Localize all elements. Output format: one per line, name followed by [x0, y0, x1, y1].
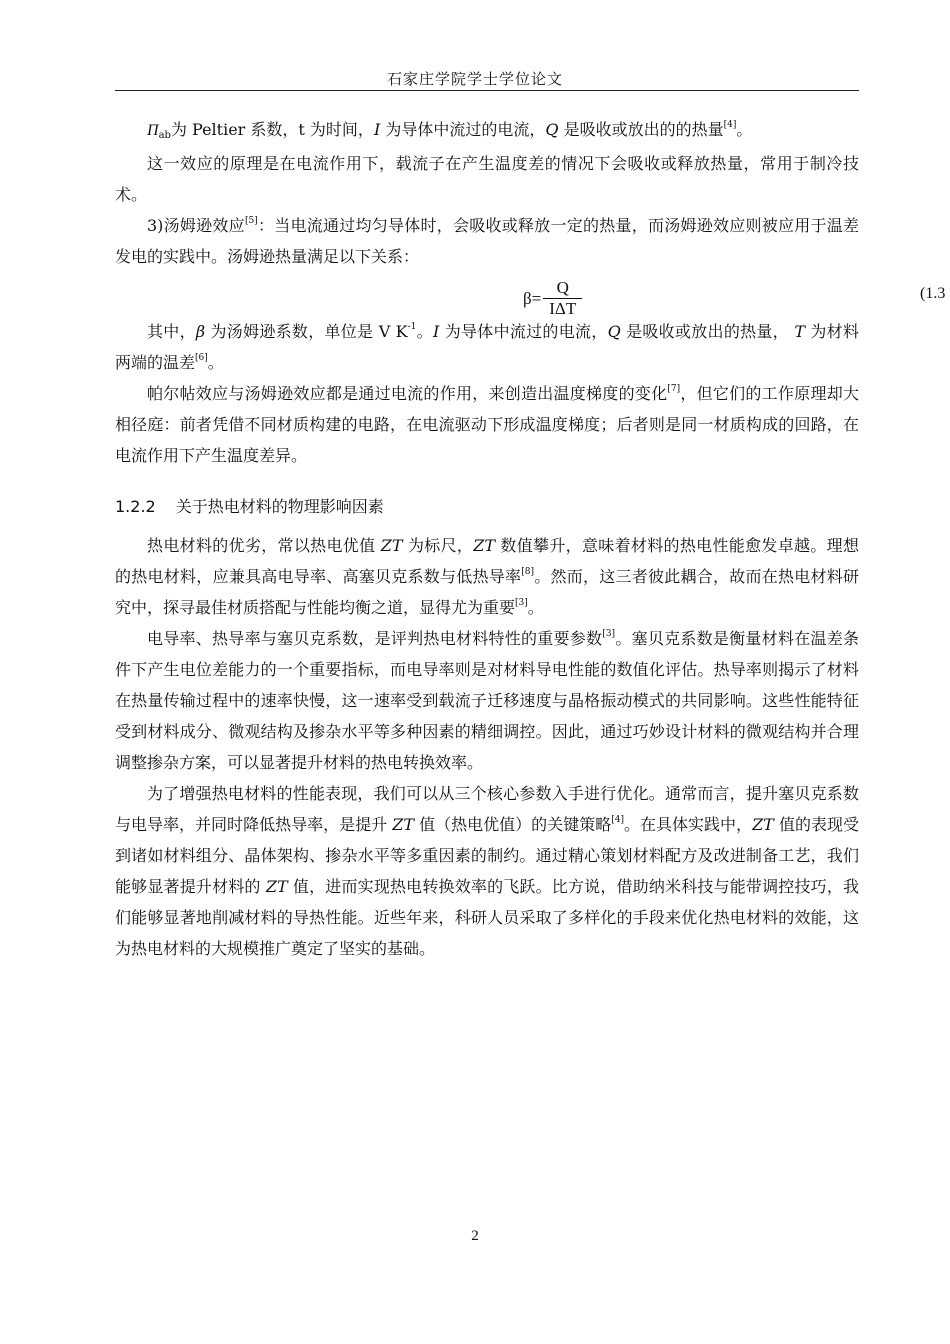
text-run: 值（热电优值）的关键策略	[414, 815, 612, 834]
text-run: 值，进而实现热电转换效率的飞跃。比方说，借助纳米科技与能带调控技巧，我们能够显著地削减材料的导热性能。近些年来，科研人员采取了多样化的手段来优化热电材料的效能，这为热电材料的大规模推广奠定了坚实的基础。	[115, 877, 859, 958]
section-title: 关于热电材料的物理影响因素	[175, 497, 384, 516]
citation: [4]	[723, 120, 737, 130]
citation: [6]	[195, 353, 208, 363]
text-run: 电导率、热导率与塞贝克系数，是评判热电材料特性的重要参数	[147, 629, 603, 648]
text-run: 帕尔帖效应与汤姆逊效应都是通过电流的作用，来创造出温度梯度的变化	[147, 384, 668, 403]
var-I: I	[373, 120, 381, 139]
var-ZT: ZT	[392, 815, 415, 834]
pi-symbol: Π	[147, 122, 159, 139]
page-header: 石家庄学院学士学位论文	[386, 70, 563, 88]
var-ZT: ZT	[380, 536, 403, 555]
var-beta: β	[195, 322, 206, 341]
paragraph-thomson-effect	[115, 210, 859, 272]
paragraph-zt-figure-of-merit	[115, 530, 859, 623]
citation: [3]	[602, 629, 616, 639]
text-run: 3)汤姆逊效应	[147, 216, 245, 235]
text-run: 为标尺，	[402, 536, 474, 555]
var-Q: Q	[545, 120, 559, 139]
section-number: 1.2.2	[115, 497, 156, 516]
citation: [3]	[515, 598, 528, 608]
header-rule	[115, 90, 859, 91]
text-run: 为汤姆逊系数，单位是 V K	[205, 322, 408, 341]
var-I: I	[433, 322, 440, 341]
text-run: 。塞贝克系数是衡量材料在温差条件下产生电位差能力的一个重要指标，而电导率则是对材料导电性能的数值化评估。热导率则揭示了材料在热量传输过程中的速率快慢，这一速率受到载流子迁移速度与晶格振动模式的共同影响。这些性能特征受到材料成分、微观结构及掺杂水平等多种因素的精细调控。因此，通过巧妙设计材料的微观结构并合理调整掺杂方案，可以显著提升材料的热电转换效率。	[115, 629, 859, 772]
text-run: 热电材料的优劣，常以热电优值	[147, 536, 381, 555]
main-body	[115, 114, 946, 964]
text-run: 数值攀升，意味着材料的热电性能愈发卓越。理想的热电材料，应兼具高电导率、高塞贝克系数与低热导率	[115, 536, 859, 586]
text-run: 为 Peltier 系数，t 为时间，	[170, 120, 374, 139]
page-number: 2	[471, 1228, 479, 1244]
text-run: 。	[527, 598, 544, 617]
citation: [8]	[521, 567, 534, 577]
paragraph-peltier-principle: 这一效应的原理是在电流作用下，载流子在产生温度差的情况下会吸收或释放热量，常用于制冷技术。	[115, 154, 859, 204]
paragraph-peltier-definition	[115, 114, 859, 148]
text-run: 值的表现受到诸如材料组分、晶体架构、掺杂水平等多重因素的制约。通过精心策划材料配方及改进制备工艺，我们能够显著提升材料的	[115, 815, 859, 896]
paragraph-optimization	[115, 778, 859, 964]
text-run: 。在具体实践中，	[623, 815, 753, 834]
var-ZT: ZT	[752, 815, 774, 834]
equation-row	[115, 272, 946, 318]
var-ZT: ZT	[473, 536, 496, 555]
citation: [7]	[667, 384, 681, 394]
var-Q: Q	[607, 322, 621, 341]
equation	[523, 278, 582, 319]
equation-denominator: IΔT	[543, 298, 582, 319]
unit-exponent: -1	[407, 322, 417, 332]
text-run: 是吸收或放出的热量，	[620, 322, 795, 341]
equation-fraction	[543, 278, 582, 319]
text-run: 。	[416, 322, 433, 341]
text-run: 为导体中流过的电流，	[439, 322, 608, 341]
pi-subscript: ab	[158, 130, 171, 141]
section-heading	[115, 491, 859, 522]
citation: [5]	[244, 216, 258, 226]
text-run: 为导体中流过的电流，	[380, 120, 546, 139]
text-run: 为了增强热电材料的性能表现，我们可以从三个核心参数入手进行优化。通常而言，提升塞贝克系数与电导率，并同时降低热导率，是提升	[115, 784, 859, 834]
text-run: ：当电流通过均匀导体时，会吸收或释放一定的热量，而汤姆逊效应则被应用于温差发电的实践中。汤姆逊热量满足以下关系：	[115, 216, 859, 266]
text-run: 。	[736, 120, 753, 139]
equation-number: (1.3	[920, 285, 946, 302]
text-run: 是吸收或放出的的热量	[558, 120, 724, 139]
equation-lhs: β=	[523, 289, 542, 308]
var-T: T	[794, 322, 806, 341]
text-run: 。然而，这三者彼此耦合，故而在热电材料研究中，探寻最佳材质搭配与性能均衡之道，显得尤为重要	[115, 567, 859, 617]
paragraph-comparison	[115, 378, 859, 471]
paragraph-thomson-coefficient	[115, 316, 859, 378]
var-ZT: ZT	[265, 877, 288, 896]
citation: [4]	[611, 815, 624, 825]
text-run: 其中，	[147, 322, 196, 341]
text-run: ，但它们的工作原理却大相径庭：前者凭借不同材质构建的电路，在电流驱动下形成温度梯度；后者则是同一材质构成的回路，在电流作用下产生温度差异。	[115, 384, 859, 465]
text-run: 为材料两端的温差	[115, 322, 859, 372]
equation-numerator: Q	[556, 278, 569, 297]
paragraph-key-parameters	[115, 623, 859, 778]
text-run: 。	[207, 353, 224, 372]
